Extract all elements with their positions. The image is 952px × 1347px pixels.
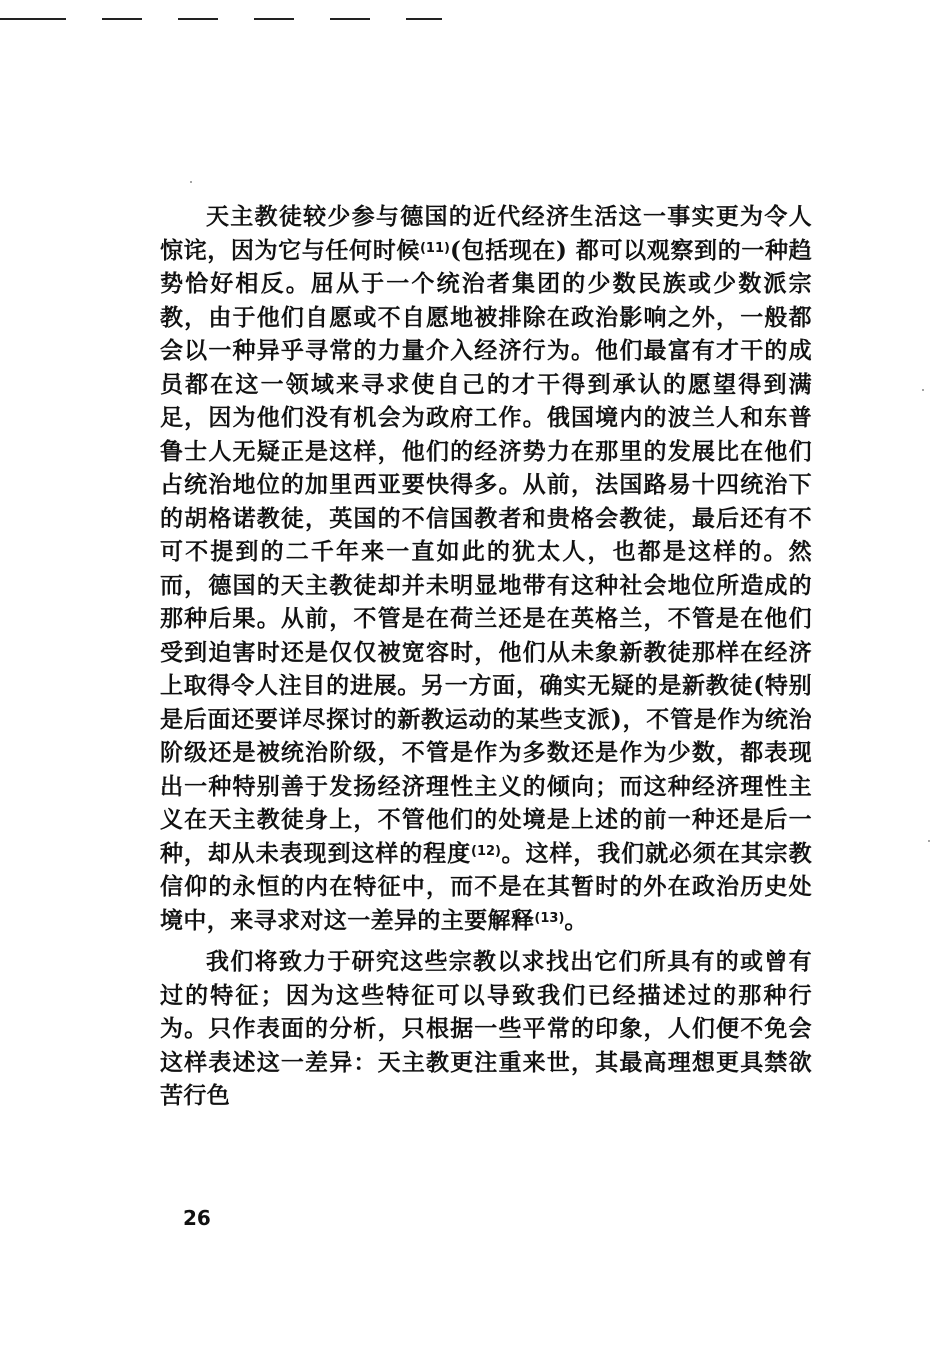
header-rule-4 — [254, 18, 294, 20]
paragraph-1 — [160, 200, 812, 937]
page-number: 26 — [183, 1206, 211, 1230]
footnote-ref-11[interactable]: (11) — [419, 240, 450, 256]
header-rule-3 — [178, 18, 218, 20]
page-body — [160, 200, 812, 1113]
header-rule-5 — [330, 18, 370, 20]
paragraph-text: (包括现在) 都可以观察到的一种趋势恰好相反。屈从于一个统治者集团的少数民族或少数派宗教，由于他们自愿或不自愿地被排除在政治影响之外，一般都会以一种异乎寻常的力量介入经济行为。他们最富有才干的成员都在这一领域来寻求使自己的才干得到承认的愿望得到满足，因为他们没有机会为政府工作。俄国境内的波兰人和东普鲁士人无疑正是这样，他们的经济势力在那里的发展比在他们占统治地位的加里西亚要快得多。从前，法国路易十四统治下的胡格诺教徒，英国的不信国教者和贵格会教徒，最后还有不可不提到的二千年来一直如此的犹太人，也都是这样的。然而，德国的天主教徒却并未明显地带有这种社会地位所造成的那种后果。从前，不管是在荷兰还是在英格兰，不管是在他们受到迫害时还是仅仅被宽容时，他们从未象新教徒那样在经济上取得令人注目的进展。另一方面，确实无疑的是新教徒(特别是后面还要详尽探讨的新教运动的某些支派)，不管是作为统治阶级还是被统治阶级，不管是作为多数还是作为少数，都表现出一种特别善于发扬经济理性主义的倾向；而这种经济理性主义在天主教徒身上，不管他们的处境是上述的前一种还是后一种，却从未表现到这样的程度 — [160, 236, 812, 867]
header-rule-1 — [0, 18, 66, 20]
paragraph-text: 我们将致力于研究这些宗教以求找出它们所具有的或曾有过的特征；因为这些特征可以导致我们已经描述过的那种行为。只作表面的分析，只根据一些平常的印象，人们便不免会这样表述这一差异：天主教更注重来世，其最高理想更具禁欲苦行色 — [160, 948, 812, 1109]
scan-speck — [190, 181, 192, 183]
paragraph-text: 天主教徒较少参与德国的近代经济生活这一事实更为令人惊诧，因为它与任何时候 — [160, 203, 812, 264]
paragraph-2 — [160, 945, 812, 1113]
scan-speck — [922, 389, 924, 391]
paragraph-text: 。这样，我们就必须在其宗教信仰的永恒的内在特征中，而不是在其暂时的外在政治历史处境中，来寻求对这一差异的主要解释 — [160, 839, 813, 934]
footnote-ref-13[interactable]: (13) — [534, 910, 565, 926]
footnote-ref-12[interactable]: (12) — [471, 843, 501, 859]
paragraph-text: 。 — [564, 906, 588, 934]
header-rule-2 — [102, 18, 142, 20]
scan-speck — [928, 840, 930, 842]
header-rule-6 — [406, 18, 442, 20]
